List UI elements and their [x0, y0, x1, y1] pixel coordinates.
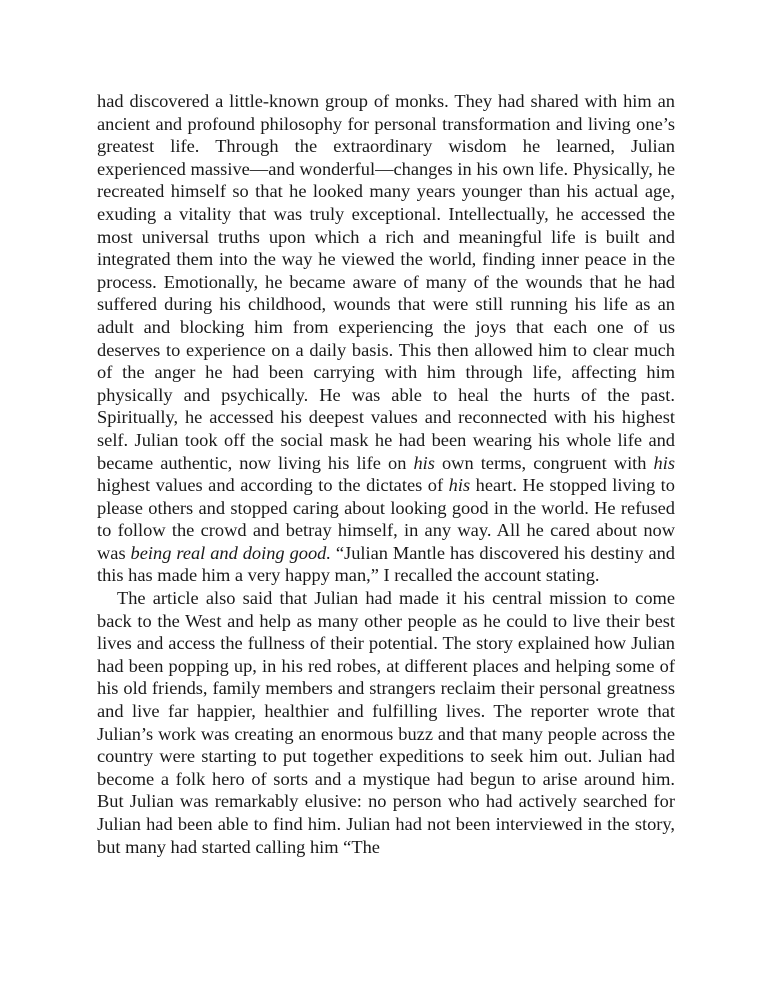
paragraph-1-text-2: own terms, congruent with: [434, 452, 654, 473]
paragraph-1-emphasis-1: his: [413, 452, 435, 473]
book-page: [97, 90, 675, 858]
paragraph-1-emphasis-2: his: [653, 452, 675, 473]
paragraph-1-emphasis-4: being real and doing good.: [130, 542, 331, 563]
body-paragraph-2: The article also said that Julian had made it his central mission to come back to the West and help as many other people as he could to live their best lives and access the fullness of their potential. The story explained how Julian had been popping up, in his red robes, at different places and helping some of his old friends, family members and strangers reclaim their personal greatness and live far happier, healthier and fulfilling lives. The reporter wrote that Julian’s work was creating an enormous buzz and that many people across the country were starting to put together expeditions to seek him out. Julian had become a folk hero of sorts and a mystique had begun to arise around him. But Julian was remarkably elusive: no person who had actively searched for Julian had been able to find him. Julian had not been interviewed in the story, but many had started calling him “The: [97, 588, 675, 857]
body-paragraph-1: [97, 90, 675, 587]
paragraph-1-text-5: “Julian Mantle has discovered his destiny and this has made him a very happy man,” I recalled the account stating.: [97, 542, 676, 586]
paragraph-1-emphasis-3: his: [448, 475, 471, 496]
paragraph-1-text-1: had discovered a little-known group of monks. They had shared with him an ancient and profound philosophy for personal transformation and living one’s greatest life. Through the extraordinary wisdom he learned, Julian experienced massive—and wonderful—changes in his own life. Physically, he recreated himself so that he looked many years younger than his actual age, exuding a vitality that was truly exceptional. Intellectually, he accessed the most universal truths upon which a rich and meaningful life is built and integrated them into the way he viewed the world, finding inner peace in the process. Emotionally, he became aware of many of the wounds that he had suffered during his childhood, wounds that were still running his life as an adult and blocking him from experiencing the joys that each one of us deserves to experience on a daily basis. This then allowed him to clear much of the anger he had been carrying with him through life, affecting him physically and psychically. He was able to heal the hurts of the past. Spiritually, he accessed his deepest values and reconnected with his highest self. Julian took off the social mask he had been wearing his whole life and became authentic, now living his life on: [97, 91, 675, 473]
paragraph-1-text-3: highest values and according to the dictates of: [97, 475, 449, 496]
paragraph-1-text-4: heart. He stopped living to please others and stopped caring about looking good in the world. He refused to follow the crowd and betray himself, in any way. All he cared about now was: [97, 475, 675, 563]
